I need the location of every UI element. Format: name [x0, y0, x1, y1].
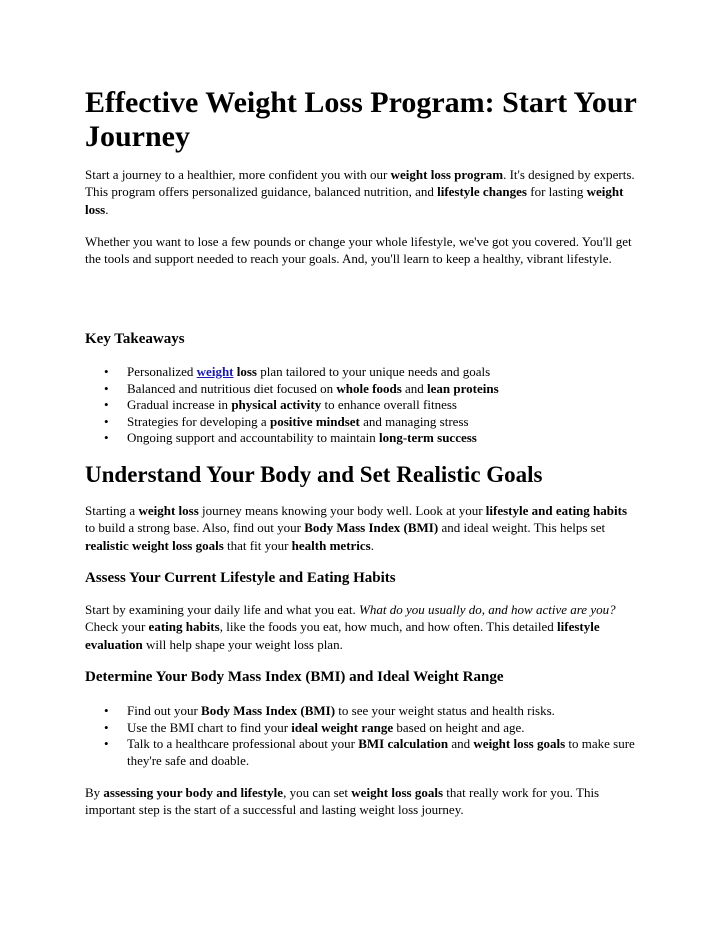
bold-keyword: weight loss [85, 184, 624, 217]
text-run: based on height and age. [393, 719, 525, 735]
bold-keyword: eating habits [148, 619, 220, 635]
text-run: , like the foods you eat, how much, and how often. This detailed [219, 619, 558, 635]
text-run: Starting a [85, 503, 139, 518]
inline-link[interactable]: weight [196, 364, 234, 379]
text-run: Check your [85, 619, 149, 635]
bold-keyword: physical activity [231, 397, 322, 412]
page-title: Effective Weight Loss Program: Start Your Journey [85, 86, 637, 153]
subsection-heading-bmi: Determine Your Body Mass Index (BMI) and Ideal Weight Range [85, 669, 504, 685]
text-run: Balanced and nutritious diet focused on [127, 380, 337, 396]
italic-text: What do you usually do, and how active are you? [359, 602, 616, 617]
bold-keyword: weight loss goals [473, 736, 566, 751]
text-run: to make sure they're safe and doable. [127, 736, 635, 768]
bold-keyword: weight loss goals [351, 785, 444, 800]
list-item [85, 414, 637, 431]
text-run: that fit your [223, 537, 292, 553]
text-run: journey means knowing your body well. Look at your [198, 503, 486, 518]
list-item [85, 397, 637, 414]
bold-keyword: Body Mass Index (BMI) [201, 703, 336, 718]
list-item [85, 720, 637, 737]
text-run: and ideal weight. This helps set [438, 520, 606, 536]
text-run: plan tailored to your unique needs and goals [257, 364, 491, 379]
bold-keyword: weight loss program [390, 167, 504, 182]
bold-keyword: Body Mass Index (BMI) [304, 520, 439, 536]
bold-keyword: lean proteins [427, 380, 499, 396]
bold-keyword: positive mindset [269, 413, 360, 429]
text-run: . [105, 201, 109, 217]
key-takeaways-heading: Key Takeaways [85, 331, 185, 347]
text-run: and [448, 736, 474, 751]
bold-keyword: realistic weight loss goals [85, 537, 224, 553]
list-item [85, 736, 637, 769]
bold-keyword: lifestyle evaluation [85, 619, 600, 652]
text-run: Start a journey to a healthier, more confident you with our [85, 167, 391, 182]
text-run: will help shape your weight loss plan. [142, 636, 343, 652]
bold-keyword: long-term success [379, 430, 477, 445]
bold-keyword: assessing your body and lifestyle [103, 785, 284, 800]
text-run: Find out your [127, 703, 202, 718]
text-run: to see your weight status and health risks. [335, 703, 555, 718]
text-run: . It's designed by experts. This program offers personalized guidance, balanced nutrition, and [85, 167, 635, 200]
bold-keyword: lifestyle changes [437, 184, 527, 200]
text-run: Gradual increase in [127, 397, 232, 412]
text-run: for lasting [527, 184, 587, 200]
text-run: to enhance overall fitness [321, 397, 457, 412]
list-item [85, 364, 637, 381]
list-item [85, 703, 637, 720]
text-run: Personalized [127, 364, 197, 379]
list-item [85, 430, 637, 447]
section-paragraph [85, 502, 637, 554]
text-run: Start by examining your daily life and what you eat. [85, 602, 360, 617]
key-takeaways-list [85, 364, 637, 447]
bold-keyword: lifestyle and eating habits [485, 503, 628, 518]
text-run: Strategies for developing a [127, 413, 270, 429]
bold-keyword: whole foods [336, 380, 402, 396]
text-run: and managing stress [359, 413, 469, 429]
bold-keyword: weight loss [138, 503, 199, 518]
text-run: . [370, 537, 374, 553]
text-run: Ongoing support and accountability to maintain [127, 430, 380, 445]
bold-keyword: ideal weight range [291, 719, 394, 735]
conclusion-paragraph [85, 784, 637, 819]
subsection-paragraph-assess [85, 601, 637, 653]
section-heading-understand-body: Understand Your Body and Set Realistic Goals [85, 462, 543, 487]
text-run: By [85, 785, 104, 800]
intro-paragraph-1 [85, 166, 637, 218]
text-run: that really work for you. This important step is the start of a successful and lasting weight loss journey. [85, 785, 600, 818]
bmi-list [85, 703, 637, 769]
bold-keyword: health metrics [291, 537, 371, 553]
list-item [85, 381, 637, 398]
text-run: Talk to a healthcare professional about your [127, 736, 359, 751]
text-run: Use the BMI chart to find your [127, 719, 292, 735]
intro-paragraph-2 [85, 233, 637, 268]
bold-keyword: BMI calculation [358, 736, 449, 751]
text-run: and [401, 380, 428, 396]
text-run: Whether you want to lose a few pounds or change your whole lifestyle, we've got you covered. You'll get the tools and support needed to reach your goals. And, you'll learn to keep a healthy, vibrant lifestyle. [85, 234, 632, 267]
subsection-heading-assess-lifestyle: Assess Your Current Lifestyle and Eating Habits [85, 570, 396, 586]
text-run: , you can set [283, 785, 352, 800]
bold-keyword: loss [236, 364, 257, 379]
text-run: to build a strong base. Also, find out your [85, 520, 305, 536]
